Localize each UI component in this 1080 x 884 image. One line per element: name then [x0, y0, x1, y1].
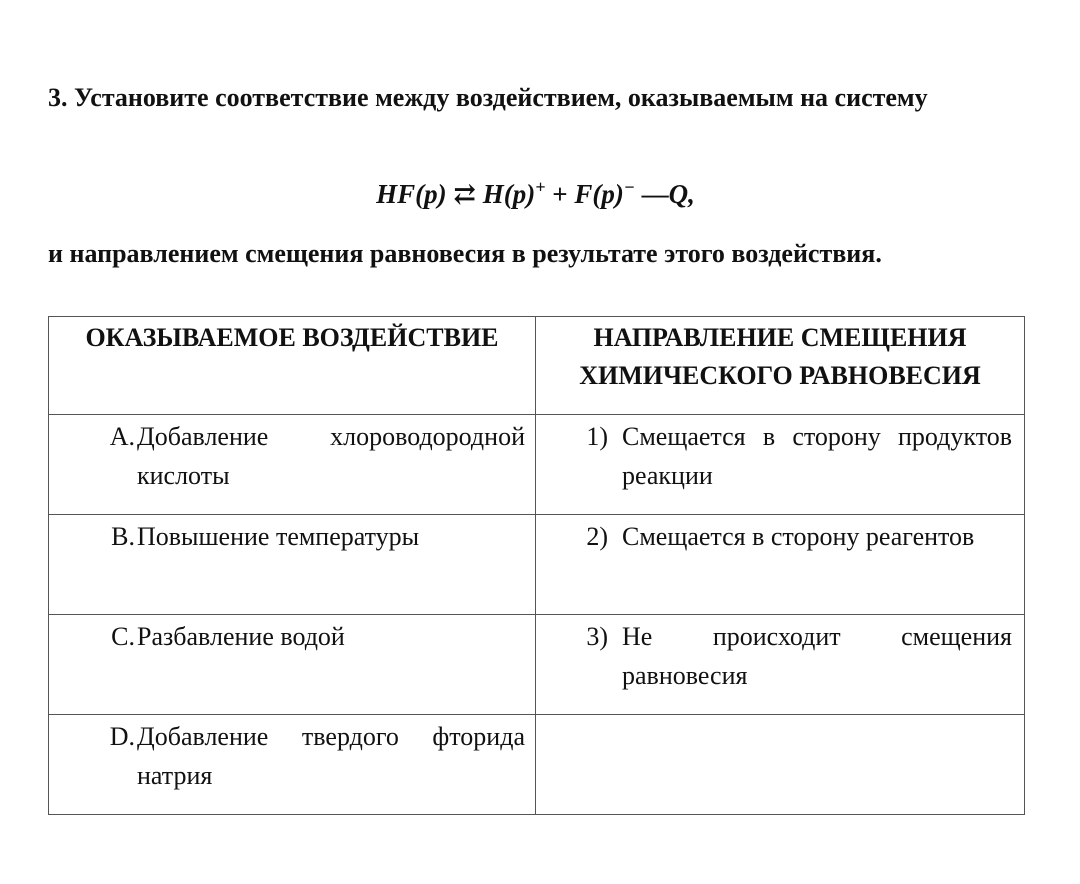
impact-cell-c — [49, 615, 536, 715]
direction-cell-3 — [536, 615, 1025, 715]
table-row — [49, 515, 1025, 615]
impact-mark: C. — [111, 622, 135, 651]
direction-text: Смещается в сторону реагентов — [622, 522, 975, 551]
impact-text: Добавление хлороводородной кислоты — [137, 422, 525, 490]
impact-mark: D. — [109, 722, 135, 751]
equation-product-f: F(р) — [574, 179, 624, 209]
impact-text: Разбавление водой — [137, 622, 345, 651]
impact-cell-a — [49, 415, 536, 515]
equation-plus: + — [552, 179, 568, 209]
table-row — [49, 415, 1025, 515]
table-header-row — [49, 317, 1025, 415]
matching-table — [48, 316, 1025, 815]
equation-heat: Q, — [668, 179, 695, 209]
direction-cell-1 — [536, 415, 1025, 515]
question-line-2: и направлением смещения равновесия в результате этого воздействия. — [48, 239, 882, 268]
direction-text: Не происходит смещения равновесия — [622, 622, 1012, 690]
equation-product-h: H(р) — [482, 179, 536, 209]
question-text — [48, 78, 1023, 117]
direction-text: Смещается в сторону продуктов реакции — [622, 422, 1012, 490]
equation-reactant: HF(р) — [376, 179, 447, 209]
table-row — [49, 715, 1025, 815]
header-direction: НАПРАВЛЕНИЕ СМЕЩЕНИЯ ХИМИЧЕСКОГО РАВНОВЕСИЯ — [536, 317, 1025, 415]
reaction-equation — [48, 174, 1023, 214]
direction-cell-2 — [536, 515, 1025, 615]
impact-text: Добавление твердого фторида натрия — [137, 722, 525, 790]
f-charge: − — [623, 177, 635, 197]
impact-cell-d — [49, 715, 536, 815]
impact-mark: A. — [109, 422, 135, 451]
question-line-1: 3. Установите соответствие между воздействием, оказываемым на систему — [48, 83, 928, 112]
impact-mark: B. — [111, 522, 135, 551]
impact-text: Повышение температуры — [137, 522, 420, 551]
equation-dash: — — [641, 179, 669, 209]
table-row — [49, 615, 1025, 715]
direction-mark: 3) — [586, 622, 608, 651]
impact-cell-b — [49, 515, 536, 615]
h-charge: + — [535, 177, 546, 197]
header-impact: ОКАЗЫВАЕМОЕ ВОЗДЕЙСТВИЕ — [49, 317, 536, 415]
equilibrium-arrow: ⇄ — [453, 179, 477, 209]
direction-cell-empty — [536, 715, 1025, 815]
direction-mark: 2) — [586, 522, 608, 551]
direction-mark: 1) — [586, 422, 608, 451]
